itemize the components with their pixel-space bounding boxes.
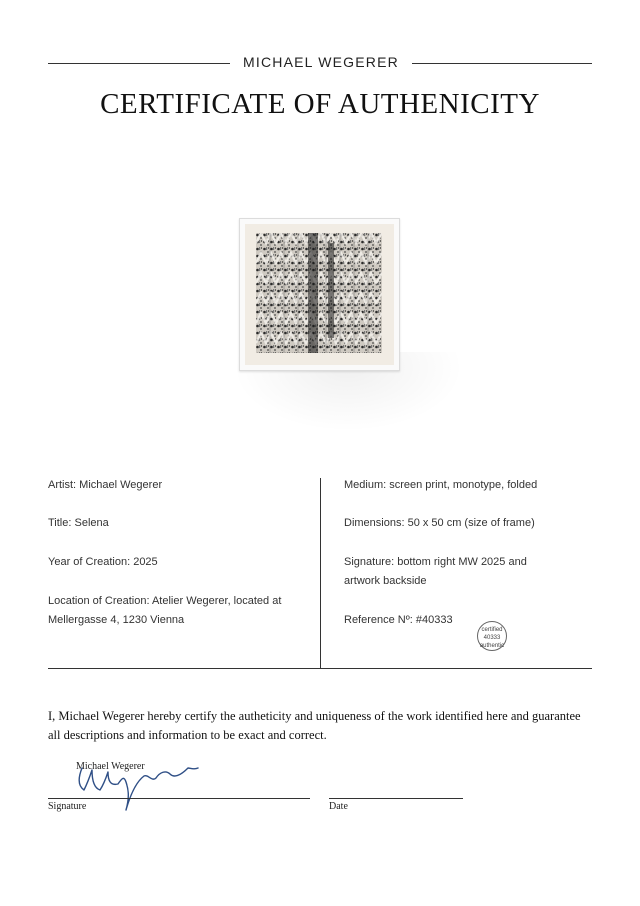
- medium-field: Medium: screen print, monotype, folded: [344, 479, 538, 491]
- artist-field: Artist: Michael Wegerer: [48, 479, 163, 491]
- dimensions-field: Dimensions: 50 x 50 cm (size of frame): [344, 517, 535, 529]
- seal-line-1: certified: [481, 627, 503, 633]
- date-line: [329, 798, 463, 799]
- column-divider: [320, 478, 321, 669]
- table-bottom-rule: [48, 668, 592, 669]
- artwork-image: [239, 218, 400, 371]
- artwork-print: [256, 233, 382, 353]
- certificate-title: CERTIFICATE OF AUTHENICITY: [100, 88, 540, 120]
- signature-line: [48, 798, 310, 799]
- signature-label: Signature: [48, 801, 87, 812]
- title-field: Title: Selena: [48, 517, 109, 529]
- certification-statement: I, Michael Wegerer hereby certify the autheticity and uniqueness of the work identified here and guarantee all descriptions and information to be exact and correct.: [48, 709, 581, 742]
- artist-name-heading: MICHAEL WEGERER: [243, 54, 399, 70]
- seal-line-2: 40333: [483, 635, 501, 641]
- seal-line-3: authentic: [479, 643, 505, 649]
- printed-artist-name: Michael Wegerer: [76, 761, 145, 772]
- authentic-seal-stamp: [477, 621, 507, 651]
- header-rule-left: [48, 63, 230, 64]
- header-rule-right: [412, 63, 592, 64]
- year-field: Year of Creation: 2025: [48, 556, 158, 568]
- signature-field: Signature: bottom right MW 2025 and artwork backside: [344, 556, 527, 587]
- location-field: Location of Creation: Atelier Wegerer, located at Mellergasse 4, 1230 Vienna: [48, 595, 282, 626]
- date-label: Date: [329, 801, 348, 812]
- reference-field: Reference Nº: #40333: [344, 614, 453, 626]
